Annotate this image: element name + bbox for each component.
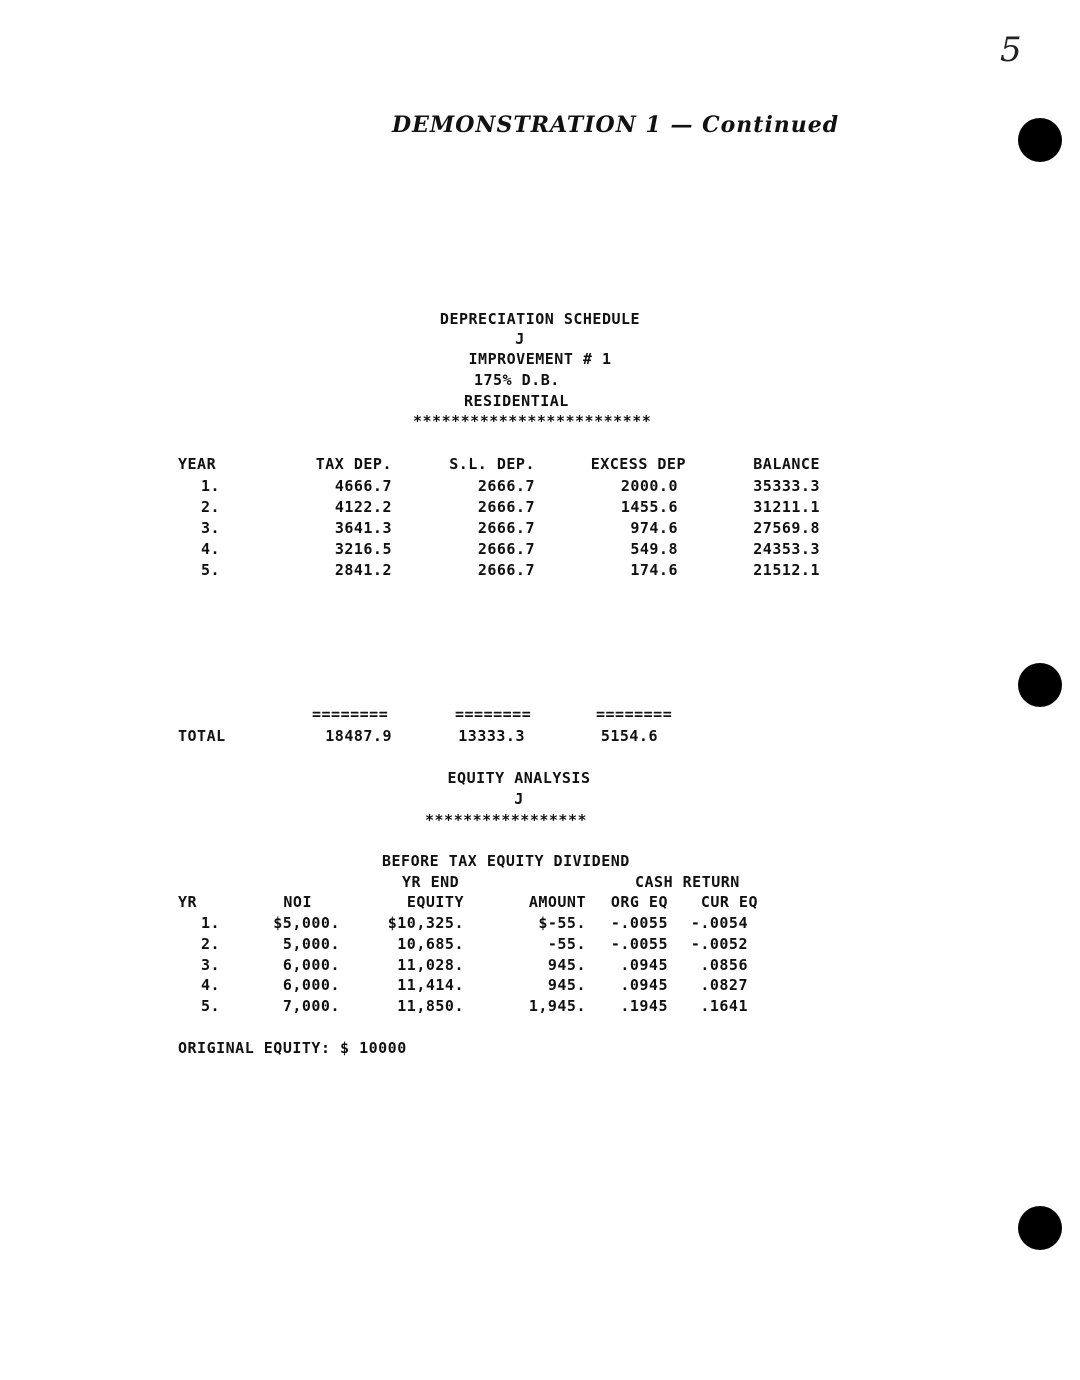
improvement-label: IMPROVEMENT # 1 <box>468 350 612 368</box>
noi-cell: 6,000. <box>282 956 340 974</box>
page-number: 5 <box>1000 30 1022 70</box>
equity-letter: J <box>514 790 524 808</box>
equity-cell: $10,325. <box>387 914 464 932</box>
equity-header-cash-return: CASH RETURN <box>635 873 740 891</box>
header-excess-dep: EXCESS DEP <box>590 455 686 473</box>
sl-dep-cell: 2666.7 <box>477 477 535 495</box>
yr-cell: 4. <box>200 976 220 994</box>
type-label: RESIDENTIAL <box>464 392 569 410</box>
equity-title: EQUITY ANALYSIS <box>447 769 591 787</box>
cur-eq-cell: .0827 <box>700 976 748 994</box>
amount-cell: $-55. <box>538 914 586 932</box>
sl-dep-cell: 2666.7 <box>477 561 535 579</box>
equity-cell: 11,414. <box>397 976 464 994</box>
header-yr: YR <box>178 893 198 911</box>
header-cur-eq: CUR EQ <box>700 893 758 911</box>
depreciation-letter: J <box>515 330 525 348</box>
yr-cell: 5. <box>200 997 220 1015</box>
table-row <box>0 956 1080 976</box>
balance-cell: 27569.8 <box>753 519 820 537</box>
sl-dep-cell: 2666.7 <box>477 540 535 558</box>
amount-cell: 1,945. <box>528 997 586 1015</box>
total-label: TOTAL <box>178 727 226 745</box>
tax-dep-cell: 4666.7 <box>334 477 392 495</box>
total-excess-dep: 5154.6 <box>600 727 658 745</box>
header-equity: EQUITY <box>406 893 464 911</box>
table-row <box>0 498 1080 518</box>
excess-dep-cell: 1455.6 <box>620 498 678 516</box>
table-row <box>0 540 1080 560</box>
depreciation-title: DEPRECIATION SCHEDULE <box>439 310 641 328</box>
year-cell: 4. <box>200 540 220 558</box>
table-row <box>0 976 1080 996</box>
total-row <box>0 727 1080 747</box>
cur-eq-cell: .1641 <box>700 997 748 1015</box>
total-sl-dep: 13333.3 <box>458 727 525 745</box>
tax-dep-cell: 3216.5 <box>334 540 392 558</box>
org-eq-cell: -.0055 <box>610 935 668 953</box>
year-cell: 1. <box>200 477 220 495</box>
table-row <box>0 561 1080 581</box>
noi-cell: $5,000. <box>273 914 340 932</box>
table-row <box>0 997 1080 1017</box>
noi-cell: 7,000. <box>282 997 340 1015</box>
equity-header-1: BEFORE TAX EQUITY DIVIDEND <box>382 852 630 870</box>
table-row <box>0 914 1080 934</box>
noi-cell: 6,000. <box>282 976 340 994</box>
cur-eq-cell: .0856 <box>700 956 748 974</box>
header-sl-dep: S.L. DEP. <box>449 455 535 473</box>
total-tax-dep: 18487.9 <box>325 727 392 745</box>
equity-cell: 10,685. <box>397 935 464 953</box>
equity-cell: 11,850. <box>397 997 464 1015</box>
excess-dep-cell: 549.8 <box>630 540 678 558</box>
header-tax-dep: TAX DEP. <box>315 455 392 473</box>
excess-dep-cell: 2000.0 <box>620 477 678 495</box>
table-row <box>0 519 1080 539</box>
year-cell: 2. <box>200 498 220 516</box>
separator-sl-dep: ======== <box>455 705 532 723</box>
equity-cell: 11,028. <box>397 956 464 974</box>
method-label: 175% D.B. <box>474 371 560 389</box>
excess-dep-cell: 974.6 <box>630 519 678 537</box>
yr-cell: 2. <box>200 935 220 953</box>
punch-hole-middle <box>1018 663 1062 707</box>
cur-eq-cell: -.0052 <box>690 935 748 953</box>
amount-cell: 945. <box>547 956 586 974</box>
total-separator-row <box>0 705 1080 725</box>
stars-line: ************************* <box>413 412 652 430</box>
sl-dep-cell: 2666.7 <box>477 519 535 537</box>
balance-cell: 24353.3 <box>753 540 820 558</box>
balance-cell: 31211.1 <box>753 498 820 516</box>
amount-cell: -55. <box>547 935 586 953</box>
punch-hole-top <box>1018 118 1062 162</box>
header-noi: NOI <box>283 893 312 911</box>
excess-dep-cell: 174.6 <box>630 561 678 579</box>
year-cell: 5. <box>200 561 220 579</box>
header-balance: BALANCE <box>753 455 820 473</box>
table-row <box>0 935 1080 955</box>
org-eq-cell: -.0055 <box>610 914 668 932</box>
balance-cell: 35333.3 <box>753 477 820 495</box>
sl-dep-cell: 2666.7 <box>477 498 535 516</box>
yr-cell: 1. <box>200 914 220 932</box>
header-year: YEAR <box>178 455 217 473</box>
original-equity: ORIGINAL EQUITY: $ 10000 <box>178 1039 407 1057</box>
tax-dep-cell: 4122.2 <box>334 498 392 516</box>
org-eq-cell: .1945 <box>620 997 668 1015</box>
balance-cell: 21512.1 <box>753 561 820 579</box>
equity-stars-line: ***************** <box>425 811 588 829</box>
table-row <box>0 477 1080 497</box>
amount-cell: 945. <box>547 976 586 994</box>
handwritten-title: DEMONSTRATION 1 — Continued <box>392 112 840 138</box>
separator-tax-dep: ======== <box>312 705 389 723</box>
punch-hole-bottom <box>1018 1206 1062 1250</box>
org-eq-cell: .0945 <box>620 976 668 994</box>
cur-eq-cell: -.0054 <box>690 914 748 932</box>
year-cell: 3. <box>200 519 220 537</box>
separator-excess-dep: ======== <box>596 705 673 723</box>
equity-header-yr-end: YR END <box>402 873 460 891</box>
yr-cell: 3. <box>200 956 220 974</box>
depreciation-header-row <box>0 455 1080 475</box>
header-amount: AMOUNT <box>528 893 586 911</box>
tax-dep-cell: 3641.3 <box>334 519 392 537</box>
header-org-eq: ORG EQ <box>610 893 668 911</box>
org-eq-cell: .0945 <box>620 956 668 974</box>
noi-cell: 5,000. <box>282 935 340 953</box>
equity-header-row <box>0 893 1080 913</box>
tax-dep-cell: 2841.2 <box>334 561 392 579</box>
